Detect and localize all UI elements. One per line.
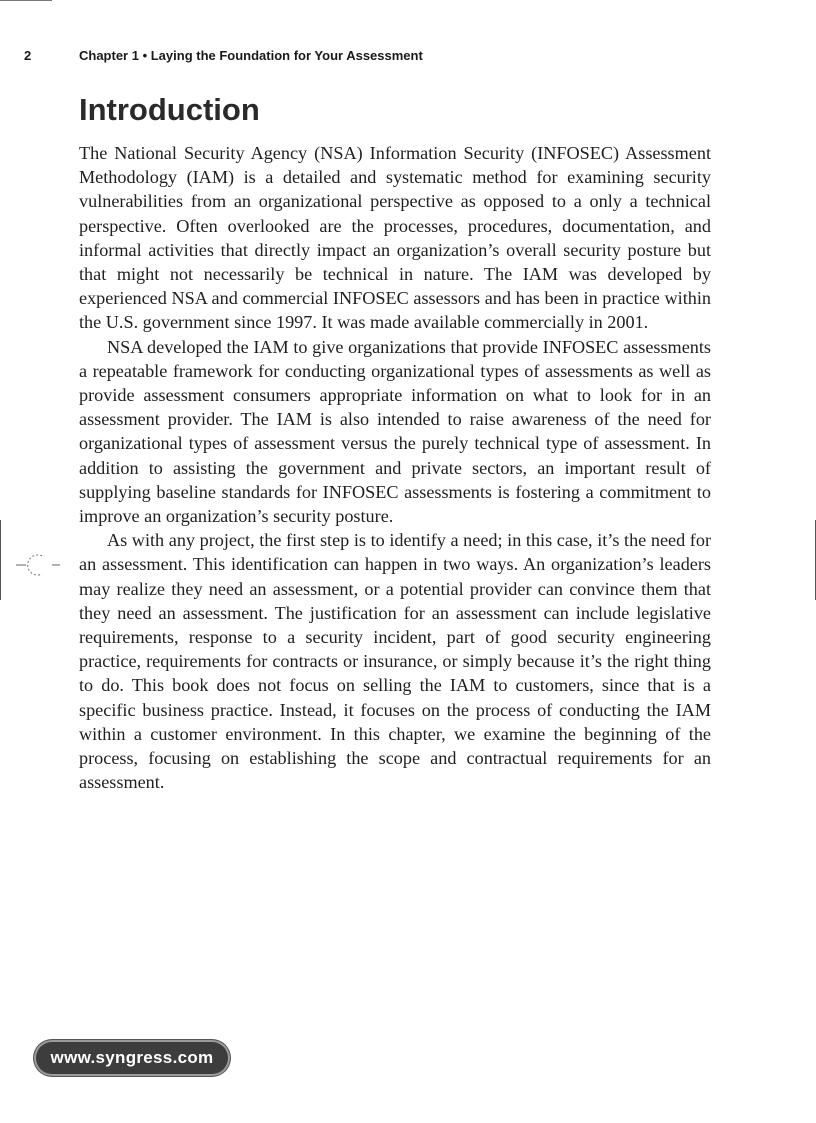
paragraph-1: The National Security Agency (NSA) Information Security (INFOSEC) Assessment Methodology (IAM) is a detailed and systematic method for examining security vulnerabilities from an organizational perspective as opposed to a only a technical perspective. Often overlooked are the processes, procedures, documentation, and informal activities that directly impact an organization’s overall security posture but that might not necessarily be technical in nature. The IAM was developed by experienced NSA and commercial INFOSEC assessors and has been in practice within the U.S. government since 1997. It was made available commercially in 2001. bbox=[79, 143, 711, 333]
top-rule bbox=[0, 0, 52, 1]
body-text bbox=[79, 141, 711, 794]
crop-mark-left bbox=[0, 520, 1, 600]
running-header bbox=[0, 48, 816, 68]
section-title: Introduction bbox=[79, 92, 260, 127]
page-number: 2 bbox=[24, 48, 32, 63]
paragraph-3: As with any project, the first step is to identify a need; in this case, it’s the need for an assessment. This identification can happen in two ways. An organization’s leaders may realize they need an assessment, or a potential provider can convince them that they need an assessment. The justification for an assessment can include legislative requirements, response to a security incident, part of good security engineering practice, requirements for contracts or insurance, or simply because it’s the right thing to do. This book does not focus on selling the IAM to customers, since that is a specific business practice. Instead, it focuses on the process of conducting the IAM within a customer environment. In this chapter, we examine the beginning of the process, focusing on establishing the scope and contractual requirements for an assessment. bbox=[79, 530, 711, 793]
website-badge: www.syngress.com bbox=[34, 1040, 230, 1076]
registration-mark-icon bbox=[14, 550, 64, 580]
paragraph-2: NSA developed the IAM to give organizations that provide INFOSEC assessments a repeatable framework for conducting organizational types of assessments as well as provide assessment consumers appropriate information on what to look for in an assessment provider. The IAM is also intended to raise awareness of the need for organizational types of assessment versus the purely technical type of assessment. In addition to assisting the government and private sectors, an important result of supplying baseline standards for INFOSEC assessments is fostering a commitment to improve an organization’s security posture. bbox=[79, 336, 711, 527]
running-title: Chapter 1 • Laying the Foundation for Your Assessment bbox=[79, 48, 423, 63]
